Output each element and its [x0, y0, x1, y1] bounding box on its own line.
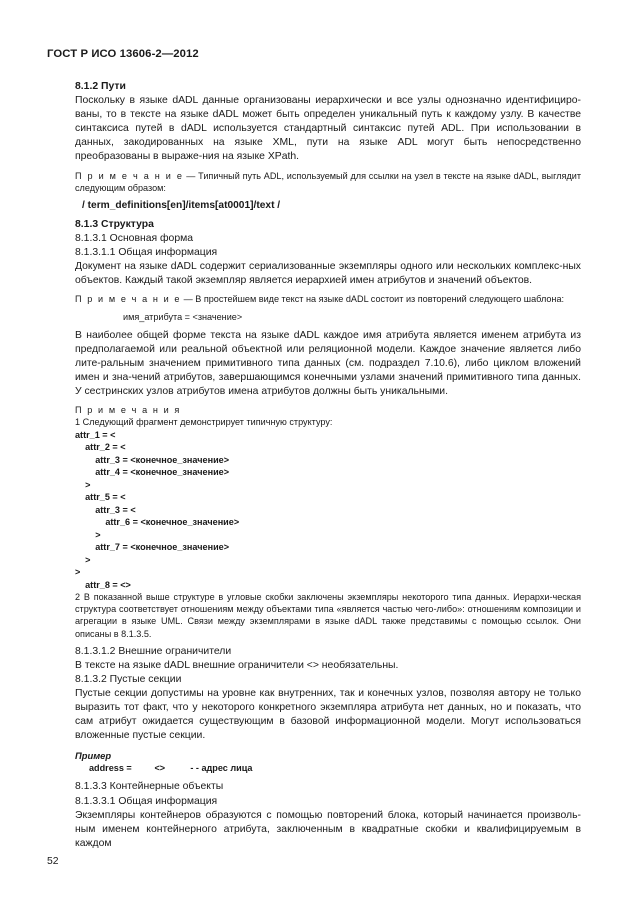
code-line: attr_7 = <конечное_значение>	[75, 542, 230, 553]
note-label: П р и м е ч а н и е	[75, 170, 184, 181]
note-text: — В простейшем виде текст на языке dADL состоит из повторений следующего шаблона:	[181, 294, 565, 305]
heading-8-1-3: 8.1.3 Структура	[75, 218, 154, 230]
code-line: >	[75, 554, 91, 565]
paragraph-empty-sections: Пустые секции допустимы на уровне как внутренних, так и конечных узлов, позволяя автору не только выразить тот факт, что у некоторого конкретного экземпляра атрибута нет данных, но и показать, что сам атрибут ожидается существующим в базовой информационной модели. Могут использоваться вложенные пустые секции.	[75, 688, 581, 742]
example-line: address = <> - - адрес лица	[89, 763, 253, 774]
note-text: — Типичный путь ADL, используемый для ссылки на узел в тексте на языке dADL, выглядит следующим образом:	[75, 170, 581, 193]
code-line: attr_5 = <	[75, 492, 126, 503]
paragraph-delimiters: В тексте на языке dADL внешние ограничители <> необязательны.	[75, 659, 399, 671]
code-block	[75, 429, 581, 592]
note-2: 2 В показанной выше структуре в угловые скобки заключены экземпляры некоторого типа данных. Иерархи-ческая структура соответствует отношениям между объектами типа «является частью чего-либо»: отношениям композиции и агрегации в языке UML. Связи между экземплярами в языке dADL также представимы с помощью ссылок. Они описаны в 8.1.3.5.	[75, 592, 581, 639]
note-label: П р и м е ч а н и е	[75, 294, 182, 305]
heading-8-1-3-2: 8.1.3.2 Пустые секции	[75, 674, 182, 686]
heading-8-1-3-1: 8.1.3.1 Основная форма	[75, 233, 194, 245]
template-example: имя_атрибута = <значение>	[123, 311, 243, 322]
code-line: >	[75, 567, 81, 578]
code-line: attr_1 = <	[75, 429, 116, 440]
paragraph-document: Документ на языке dADL содержит сериализованные экземпляры одного или нескольких комплекс-ных объектов. Каждый такой экземпляр является иерархией имен атрибутов и значений объектов.	[75, 261, 581, 287]
page-body	[75, 80, 581, 851]
document-header: ГОСТ Р ИСО 13606-2—2012	[47, 48, 199, 60]
code-line: attr_4 = <конечное_значение>	[75, 467, 230, 478]
heading-8-1-3-1-2: 8.1.3.1.2 Внешние ограничители	[75, 645, 232, 657]
code-line: attr_6 = <конечное_значение>	[75, 517, 240, 528]
code-line: attr_2 = <	[75, 442, 126, 453]
paragraph-paths: Поскольку в языке dADL данные организованы иерархически и все узлы однозначно идентифициро-ваны, то в тексте на языке dADL может быть определен уникальный путь к каждому узлу. В качестве синтаксиса путей в dADL используется стандартный синтаксис путей ADL. При использовании в данных, закодированных на языке XML, пути на языке ADL могут быть непосредственно преобразованы в выраже-ния на языке XPath.	[75, 95, 581, 163]
page-number: 52	[47, 856, 59, 867]
heading-8-1-3-3-1: 8.1.3.3.1 Общая информация	[75, 795, 218, 807]
note-template	[75, 293, 581, 305]
code-line: attr_3 = <конечное_значение>	[75, 454, 230, 465]
paragraph-general-form: В наиболее общей форме текста на языке dADL каждое имя атрибута является именем атрибута из предполагаемой или реальной объектной или реляционной модели. Каждое значение является либо лите-ральным значением примитивного типа данных (см. подраздел 7.10.6), либо циклом вложений имен и зна-чений атрибутов, завершающимся конечными узлами значений примитивного типа данных. У сестринских узлов атрибутов имена атрибутов должны быть уникальными.	[75, 329, 581, 398]
heading-8-1-3-3: 8.1.3.3 Контейнерные объекты	[75, 781, 224, 793]
code-line: attr_8 = <>	[75, 579, 131, 590]
notes-label: П р и м е ч а н и я	[75, 405, 181, 416]
code-line: attr_3 = <	[75, 504, 136, 515]
note-paths	[75, 170, 581, 194]
path-example: / term_definitions[en]/items[at0001]/text /	[82, 199, 281, 211]
paragraph-containers: Экземпляры контейнеров образуются с помощью повторений блока, который начинается произволь-ным именем контейнерного атрибута, заключенным в квадратные скобки и квалифицируемым в каждом	[75, 809, 581, 849]
example-label: Пример	[75, 750, 112, 762]
heading-8-1-2: 8.1.2 Пути	[75, 81, 126, 92]
heading-8-1-3-1-1: 8.1.3.1.1 Общая информация	[75, 247, 218, 259]
code-line: >	[75, 529, 101, 540]
code-line: >	[75, 479, 91, 490]
note-1: 1 Следующий фрагмент демонстрирует типичную структуру:	[75, 417, 333, 428]
